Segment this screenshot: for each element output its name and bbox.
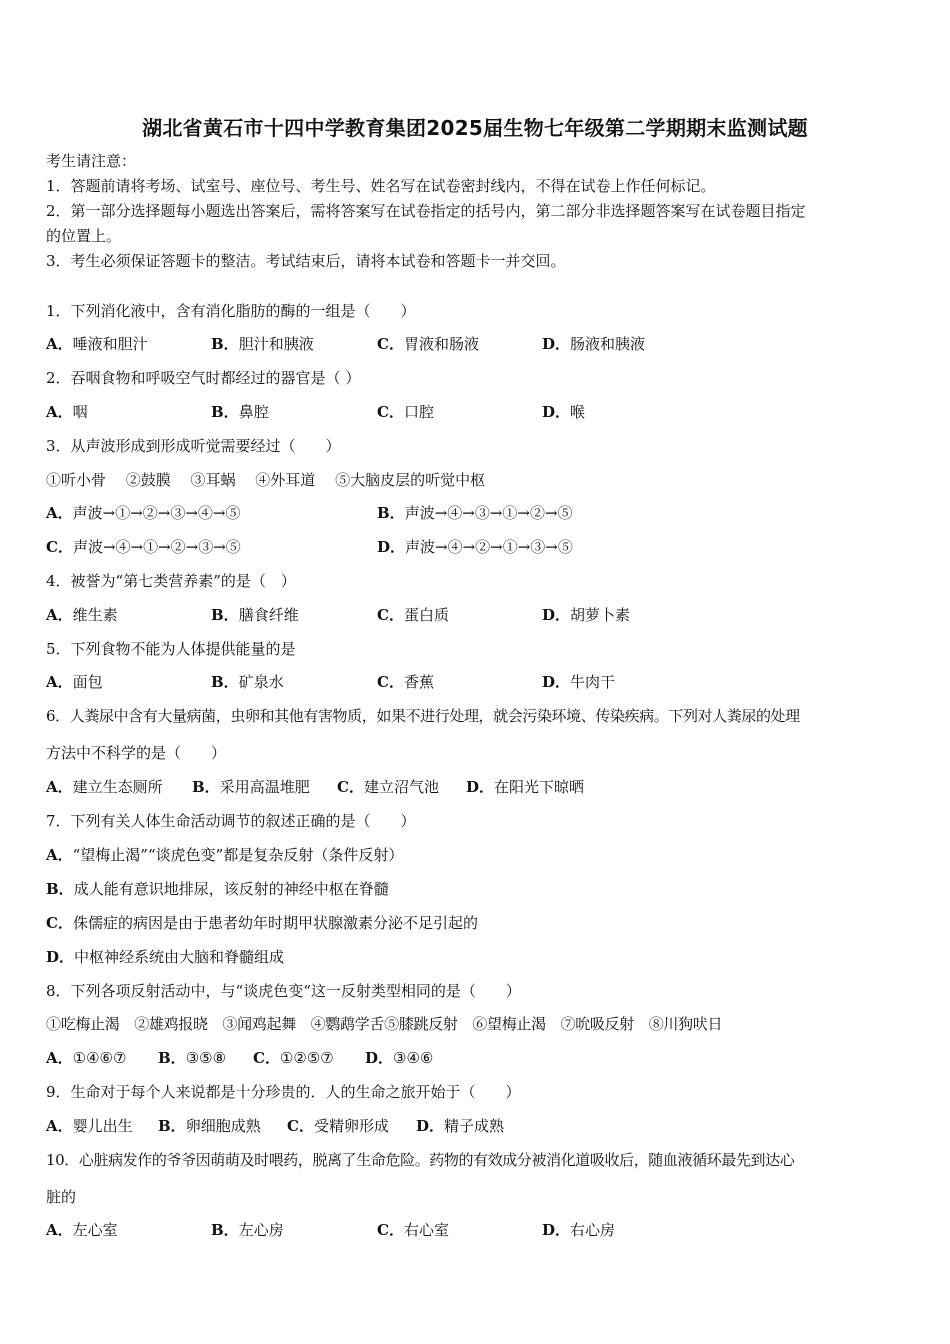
option: D．牛肉干 bbox=[542, 673, 616, 691]
notice-item: 1．答题前请将考场、试室号、座位号、考生号、姓名写在试卷密封线内，不得在试卷上作任何标记。 bbox=[46, 177, 716, 195]
option: D．③④⑥ bbox=[365, 1049, 434, 1067]
option: D．右心房 bbox=[542, 1221, 616, 1239]
option: B．成人能有意识地排尿，该反射的神经中枢在脊髓 bbox=[46, 880, 389, 898]
option: B．左心房 bbox=[211, 1221, 284, 1239]
question-stem: 10．心脏病发作的爷爷因萌萌及时喂药，脱离了生命危险。药物的有效成分被消化道吸收后，随血液循环最先到达心 bbox=[46, 1151, 795, 1169]
option: D．胡萝卜素 bbox=[542, 606, 631, 624]
question-stem: 2．吞咽食物和呼吸空气时都经过的器官是（ ） bbox=[46, 369, 361, 387]
option: A．左心室 bbox=[46, 1221, 118, 1239]
option: A．声波→①→②→③→④→⑤ bbox=[46, 504, 241, 522]
option: A．“望梅止渴”“谈虎色变”都是复杂反射（条件反射） bbox=[46, 846, 404, 864]
question-stem-cont: 方法中不科学的是（ ） bbox=[46, 744, 227, 762]
question-stem: 5．下列食物不能为人体提供能量的是 bbox=[46, 640, 296, 658]
question-stem: 3．从声波形成到形成听觉需要经过（ ） bbox=[46, 437, 341, 455]
option: C．香蕉 bbox=[377, 673, 434, 691]
option: A．①④⑥⑦ bbox=[46, 1049, 127, 1067]
question-stem: 9．生命对于每个人来说都是十分珍贵的．人的生命之旅开始于（ ） bbox=[46, 1083, 521, 1101]
option: C．①②⑤⑦ bbox=[253, 1049, 334, 1067]
option: B．声波→④→③→①→②→⑤ bbox=[377, 504, 573, 522]
option: B．胆汁和胰液 bbox=[211, 335, 314, 353]
option: A．维生素 bbox=[46, 606, 118, 624]
option: C．口腔 bbox=[377, 403, 434, 421]
question-stem: 1．下列消化液中，含有消化脂肪的酶的一组是（ ） bbox=[46, 302, 416, 320]
option: A．面包 bbox=[46, 673, 103, 691]
option: C．侏儒症的病因是由于患者幼年时期甲状腺激素分泌不足引起的 bbox=[46, 914, 478, 932]
option: B．鼻腔 bbox=[211, 403, 269, 421]
notice-item: 2．第一部分选择题每小题选出答案后，需将答案写在试卷指定的括号内，第二部分非选择题答案写在试卷题目指定 bbox=[46, 202, 806, 220]
option: D．中枢神经系统由大脑和脊髓组成 bbox=[46, 948, 285, 966]
question-stem-cont: 脏的 bbox=[46, 1188, 77, 1206]
option: A．唾液和胆汁 bbox=[46, 335, 148, 353]
option: B．采用高温堆肥 bbox=[192, 778, 310, 796]
option: C．声波→④→①→②→③→⑤ bbox=[46, 538, 241, 556]
option: C．受精卵形成 bbox=[287, 1117, 389, 1135]
option: C．胃液和肠液 bbox=[377, 335, 479, 353]
question-stem: 4．被誉为“第七类营养素”的是（ ） bbox=[46, 572, 296, 590]
question-extra: ①听小骨 ②鼓膜 ③耳蜗 ④外耳道 ⑤大脑皮层的听觉中枢 bbox=[46, 471, 486, 489]
option: C．蛋白质 bbox=[377, 606, 449, 624]
option: D．声波→④→②→①→③→⑤ bbox=[377, 538, 573, 556]
notice-item: 3．考生必须保证答题卡的整洁。考试结束后，请将本试卷和答题卡一并交回。 bbox=[46, 252, 566, 270]
option: B．矿泉水 bbox=[211, 673, 284, 691]
page-title: 湖北省黄石市十四中学教育集团2025届生物七年级第二学期期末监测试题 bbox=[142, 116, 808, 140]
option: A．咽 bbox=[46, 403, 88, 421]
option: B．③⑤⑧ bbox=[158, 1049, 227, 1067]
option: D．在阳光下晾晒 bbox=[466, 778, 585, 796]
option: D．喉 bbox=[542, 403, 586, 421]
notice-heading: 考生请注意： bbox=[46, 152, 137, 170]
question-stem: 8．下列各项反射活动中，与“谈虎色变“这一反射类型相同的是（ ） bbox=[46, 982, 521, 1000]
question-extra: ①吃梅止渴 ②雄鸡报晓 ③闻鸡起舞 ④鹦鹉学舌⑤膝跳反射 ⑥望梅止渴 ⑦吮吸反射 ⑧川狗吠日 bbox=[46, 1015, 723, 1033]
option: B．膳食纤维 bbox=[211, 606, 299, 624]
option: D．肠液和胰液 bbox=[542, 335, 646, 353]
option: B．卵细胞成熟 bbox=[158, 1117, 261, 1135]
question-stem: 6．人粪尿中含有大量病菌，虫卵和其他有害物质，如果不进行处理，就会污染环境、传染疾病。下列对人粪尿的处理 bbox=[46, 707, 800, 725]
question-stem: 7．下列有关人体生命活动调节的叙述正确的是（ ） bbox=[46, 812, 416, 830]
notice-item: 的位置上。 bbox=[46, 227, 122, 245]
option: A．婴儿出生 bbox=[46, 1117, 133, 1135]
option: A．建立生态厕所 bbox=[46, 778, 163, 796]
option: C．建立沼气池 bbox=[337, 778, 439, 796]
option: D．精子成熟 bbox=[416, 1117, 505, 1135]
option: C．右心室 bbox=[377, 1221, 449, 1239]
